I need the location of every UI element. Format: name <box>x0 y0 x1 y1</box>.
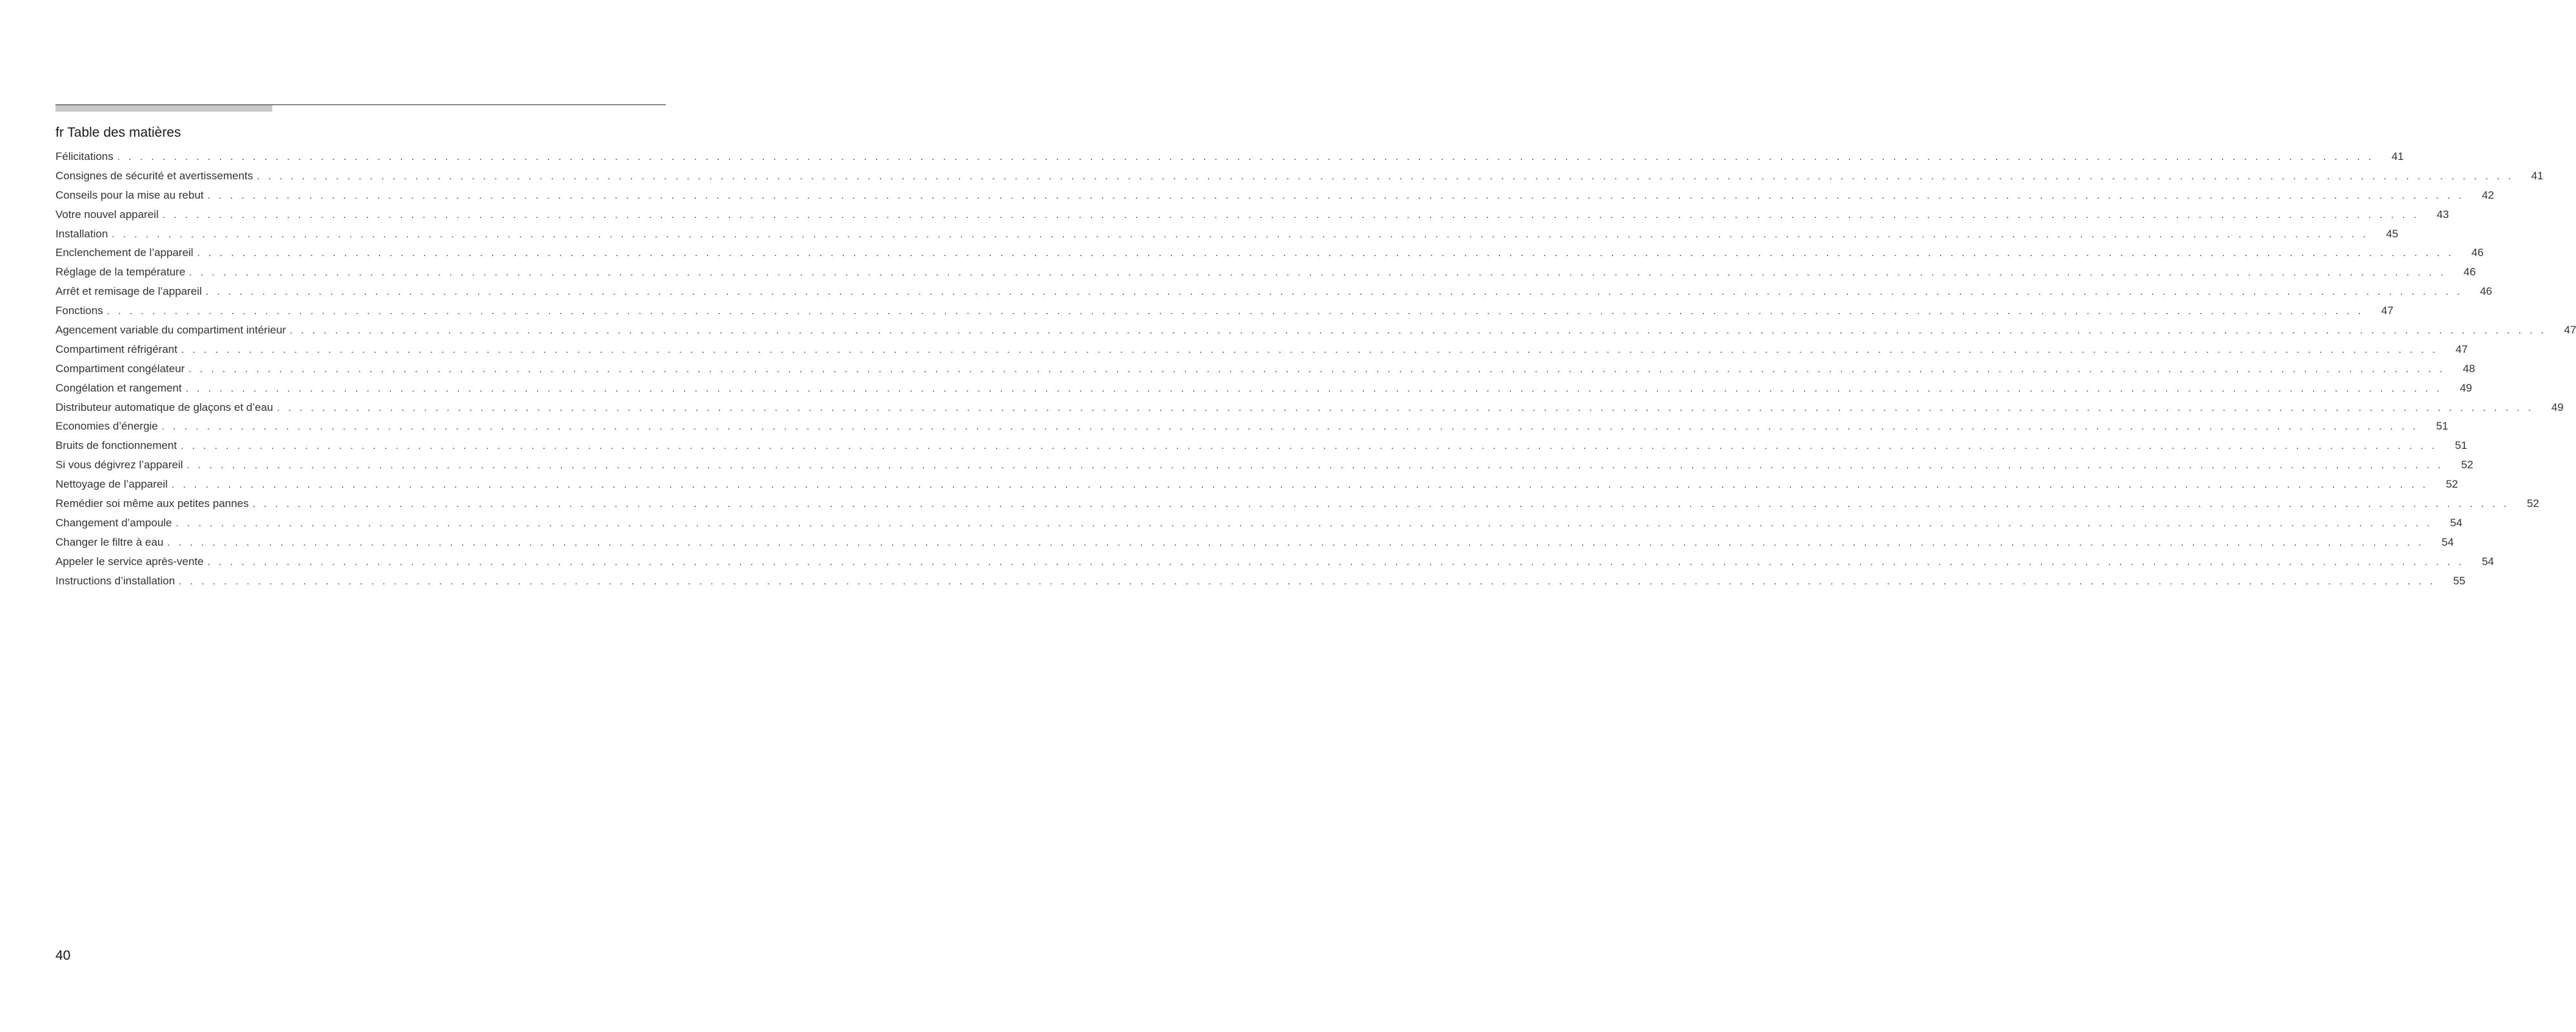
toc-entry <box>55 516 2462 536</box>
toc-entry <box>55 324 2576 343</box>
toc-entry <box>55 285 2493 304</box>
toc-entry-page: 48 <box>2462 362 2475 375</box>
toc-entry-title: Conseils pour la mise au rebut <box>55 188 204 201</box>
toc-entry-title: Si vous dégivrez l’appareil <box>55 459 183 471</box>
toc-entry-title: Remédier soi même aux petites pannes <box>55 497 249 510</box>
toc-entry-title: Appeler le service après-vente <box>55 555 204 568</box>
toc-dot-leader: . . . . . . . . . . . . . . . . . . . . . . . . . . . . . . . . . . . . . . . . . . . . . . . . . . . . . . . . . . . . . . . . . . . . . . . . . . . . . . . . . . . . . . . . . . . . . . . . . . . . . . . . . . . . . . . . . . . . . . . . . . . . . . . . . . . . . . . . . . . . . . . . . . . . . . . . . . . . . . . . . . . . . . . . . . . . . . . . . . . . . . . . . . . . . . . . . . . . . . . . <box>205 286 2463 298</box>
toc-entry <box>55 188 2494 208</box>
toc-entry-page: 46 <box>2471 246 2484 259</box>
toc-entry-title: Votre nouvel appareil <box>55 208 159 221</box>
toc-entry <box>55 459 2473 478</box>
toc-entry-page: 47 <box>2564 324 2576 337</box>
toc-entry-title: Congélation et rangement <box>55 381 182 394</box>
toc-dot-leader: . . . . . . . . . . . . . . . . . . . . . . . . . . . . . . . . . . . . . . . . . . . . . . . . . . . . . . . . . . . . . . . . . . . . . . . . . . . . . . . . . . . . . . . . . . . . . . . . . . . . . . . . . . . . . . . . . . . . . . . . . . . . . . . . . . . . . . . . . . . . . . . . . . . . . . . . . . . . . . . . . . . . . . . . . . . . . . . . . . . . . . . . . . . . . . . . . . . . . . . . <box>185 382 2442 394</box>
toc-entry-page: 49 <box>2551 401 2564 413</box>
toc-entry-page: 52 <box>2461 459 2473 471</box>
toc-entry <box>55 208 2449 228</box>
toc-dot-leader: . . . . . . . . . . . . . . . . . . . . . . . . . . . . . . . . . . . . . . . . . . . . . . . . . . . . . . . . . . . . . . . . . . . . . . . . . . . . . . . . . . . . . . . . . . . . . . . . . . . . . . . . . . . . . . . . . . . . . . . . . . . . . . . . . . . . . . . . . . . . . . . . . . . . . . . . . . . . . . . . . . . . . . . . . . . . . . . . . . . . . . . . . . . . . . . . . . . . . . . . <box>179 575 2436 587</box>
toc-entry-title: Réglage de la température <box>55 266 186 279</box>
toc-entry-page: 49 <box>2459 381 2472 394</box>
toc-dot-leader: . . . . . . . . . . . . . . . . . . . . . . . . . . . . . . . . . . . . . . . . . . . . . . . . . . . . . . . . . . . . . . . . . . . . . . . . . . . . . . . . . . . . . . . . . . . . . . . . . . . . . . . . . . . . . . . . . . . . . . . . . . . . . . . . . . . . . . . . . . . . . . . . . . . . . . . . . . . . . . . . . . . . . . . . . . . . . . . . . . . . . . . . . . . . . . . . . . . . . . . . <box>167 537 2424 548</box>
page-title: fr Table des matières <box>55 125 181 141</box>
toc-dot-leader: . . . . . . . . . . . . . . . . . . . . . . . . . . . . . . . . . . . . . . . . . . . . . . . . . . . . . . . . . . . . . . . . . . . . . . . . . . . . . . . . . . . . . . . . . . . . . . . . . . . . . . . . . . . . . . . . . . . . . . . . . . . . . . . . . . . . . . . . . . . . . . . . . . . . . . . . . . . . . . . . . . . . . . . . . . . . . . . . . . . . . . . . . . . . . . . . . . . . . . . . <box>181 344 2439 355</box>
toc-entry-title: Installation <box>55 227 108 240</box>
toc-entry-title: Changer le filtre à eau <box>55 535 164 548</box>
toc-entry <box>55 478 2459 497</box>
toc-entry-page: 46 <box>2480 285 2493 298</box>
toc-entry-title: Enclenchement de l’appareil <box>55 246 194 259</box>
toc-entry <box>55 555 2494 575</box>
toc-entry-page: 47 <box>2381 304 2393 317</box>
toc-dot-leader: . . . . . . . . . . . . . . . . . . . . . . . . . . . . . . . . . . . . . . . . . . . . . . . . . . . . . . . . . . . . . . . . . . . . . . . . . . . . . . . . . . . . . . . . . . . . . . . . . . . . . . . . . . . . . . . . . . . . . . . . . . . . . . . . . . . . . . . . . . . . . . . . . . . . . . . . . . . . . . . . . . . . . . . . . . . . . . . . . . . . . . . . . . . . . . . . . . . . . . . . <box>162 209 2419 221</box>
toc-dot-leader: . . . . . . . . . . . . . . . . . . . . . . . . . . . . . . . . . . . . . . . . . . . . . . . . . . . . . . . . . . . . . . . . . . . . . . . . . . . . . . . . . . . . . . . . . . . . . . . . . . . . . . . . . . . . . . . . . . . . . . . . . . . . . . . . . . . . . . . . . . . . . . . . . . . . . . . . . . . . . . . . . . . . . . . . . . . . . . . . . . . . . . . . . . . . . . . . . . . . . . . . <box>117 152 2374 163</box>
toc-dot-leader: . . . . . . . . . . . . . . . . . . . . . . . . . . . . . . . . . . . . . . . . . . . . . . . . . . . . . . . . . . . . . . . . . . . . . . . . . . . . . . . . . . . . . . . . . . . . . . . . . . . . . . . . . . . . . . . . . . . . . . . . . . . . . . . . . . . . . . . . . . . . . . . . . . . . . . . . . . . . . . . . . . . . . . . . . . . . . . . . . . . . . . . . . . . . . . . . . . . . . . . . <box>257 170 2514 182</box>
toc-entry-page: 54 <box>2450 516 2462 529</box>
toc-dot-leader: . . . . . . . . . . . . . . . . . . . . . . . . . . . . . . . . . . . . . . . . . . . . . . . . . . . . . . . . . . . . . . . . . . . . . . . . . . . . . . . . . . . . . . . . . . . . . . . . . . . . . . . . . . . . . . . . . . . . . . . . . . . . . . . . . . . . . . . . . . . . . . . . . . . . . . . . . . . . . . . . . . . . . . . . . . . . . . . . . . . . . . . . . . . . . . . . . . . . . . . . <box>106 306 2364 317</box>
toc-entry-page: 52 <box>2526 497 2539 510</box>
table-of-contents <box>55 150 2576 593</box>
toc-entry-title: Agencement variable du compartiment intérieur <box>55 324 286 337</box>
toc-entry-title: Economies d’énergie <box>55 420 158 433</box>
toc-entry-page: 46 <box>2463 266 2476 279</box>
toc-entry-page: 47 <box>2455 342 2468 355</box>
toc-dot-leader: . . . . . . . . . . . . . . . . . . . . . . . . . . . . . . . . . . . . . . . . . . . . . . . . . . . . . . . . . . . . . . . . . . . . . . . . . . . . . . . . . . . . . . . . . . . . . . . . . . . . . . . . . . . . . . . . . . . . . . . . . . . . . . . . . . . . . . . . . . . . . . . . . . . . . . . . . . . . . . . . . . . . . . . . . . . . . . . . . . . . . . . . . . . . . . . . . . . . . . . . <box>161 421 2419 433</box>
toc-entry <box>55 439 2468 459</box>
toc-entry <box>55 574 2466 594</box>
toc-entry-title: Distributeur automatique de glaçons et d’eau <box>55 401 274 413</box>
toc-entry-page: 51 <box>2436 420 2448 433</box>
toc-entry-title: Nettoyage de l’appareil <box>55 478 168 491</box>
toc-entry <box>55 497 2539 517</box>
toc-dot-leader: . . . . . . . . . . . . . . . . . . . . . . . . . . . . . . . . . . . . . . . . . . . . . . . . . . . . . . . . . . . . . . . . . . . . . . . . . . . . . . . . . . . . . . . . . . . . . . . . . . . . . . . . . . . . . . . . . . . . . . . . . . . . . . . . . . . . . . . . . . . . . . . . . . . . . . . . . . . . . . . . . . . . . . . . . . . . . . . . . . . . . . . . . . . . . . . . . . . . . . . . <box>197 248 2454 259</box>
toc-entry <box>55 266 2476 285</box>
toc-entry <box>55 227 2399 247</box>
toc-dot-leader: . . . . . . . . . . . . . . . . . . . . . . . . . . . . . . . . . . . . . . . . . . . . . . . . . . . . . . . . . . . . . . . . . . . . . . . . . . . . . . . . . . . . . . . . . . . . . . . . . . . . . . . . . . . . . . . . . . . . . . . . . . . . . . . . . . . . . . . . . . . . . . . . . . . . . . . . . . . . . . . . . . . . . . . . . . . . . . . . . . . . . . . . . . . . . . . . . . . . . . . . <box>175 517 2433 529</box>
toc-dot-leader: . . . . . . . . . . . . . . . . . . . . . . . . . . . . . . . . . . . . . . . . . . . . . . . . . . . . . . . . . . . . . . . . . . . . . . . . . . . . . . . . . . . . . . . . . . . . . . . . . . . . . . . . . . . . . . . . . . . . . . . . . . . . . . . . . . . . . . . . . . . . . . . . . . . . . . . . . . . . . . . . . . . . . . . . . . . . . . . . . . . . . . . . . . . . . . . . . . . . . . . . <box>189 267 2446 279</box>
toc-dot-leader: . . . . . . . . . . . . . . . . . . . . . . . . . . . . . . . . . . . . . . . . . . . . . . . . . . . . . . . . . . . . . . . . . . . . . . . . . . . . . . . . . . . . . . . . . . . . . . . . . . . . . . . . . . . . . . . . . . . . . . . . . . . . . . . . . . . . . . . . . . . . . . . . . . . . . . . . . . . . . . . . . . . . . . . . . . . . . . . . . . . . . . . . . . . . . . . . . . . . . . . . <box>207 190 2464 201</box>
toc-entry-title: Fonctions <box>55 304 103 317</box>
toc-entry <box>55 246 2484 266</box>
toc-dot-leader: . . . . . . . . . . . . . . . . . . . . . . . . . . . . . . . . . . . . . . . . . . . . . . . . . . . . . . . . . . . . . . . . . . . . . . . . . . . . . . . . . . . . . . . . . . . . . . . . . . . . . . . . . . . . . . . . . . . . . . . . . . . . . . . . . . . . . . . . . . . . . . . . . . . . . . . . . . . . . . . . . . . . . . . . . . . . . . . . . . . . . . . . . . . . . . . . . . . . . . . . <box>207 556 2464 568</box>
toc-dot-leader: . . . . . . . . . . . . . . . . . . . . . . . . . . . . . . . . . . . . . . . . . . . . . . . . . . . . . . . . . . . . . . . . . . . . . . . . . . . . . . . . . . . . . . . . . . . . . . . . . . . . . . . . . . . . . . . . . . . . . . . . . . . . . . . . . . . . . . . . . . . . . . . . . . . . . . . . . . . . . . . . . . . . . . . . . . . . . . . . . . . . . . . . . . . . . . . . . . . . . . . . <box>277 402 2534 413</box>
toc-entry <box>55 362 2475 382</box>
page-number: 40 <box>55 948 71 963</box>
toc-entry-title: Bruits de fonctionnement <box>55 439 177 452</box>
toc-entry <box>55 342 2468 362</box>
toc-dot-leader: . . . . . . . . . . . . . . . . . . . . . . . . . . . . . . . . . . . . . . . . . . . . . . . . . . . . . . . . . . . . . . . . . . . . . . . . . . . . . . . . . . . . . . . . . . . . . . . . . . . . . . . . . . . . . . . . . . . . . . . . . . . . . . . . . . . . . . . . . . . . . . . . . . . . . . . . . . . . . . . . . . . . . . . . . . . . . . . . . . . . . . . . . . . . . . . . . . . . . . . . <box>112 228 2369 240</box>
toc-entry-title: Félicitations <box>55 150 114 163</box>
toc-dot-leader: . . . . . . . . . . . . . . . . . . . . . . . . . . . . . . . . . . . . . . . . . . . . . . . . . . . . . . . . . . . . . . . . . . . . . . . . . . . . . . . . . . . . . . . . . . . . . . . . . . . . . . . . . . . . . . . . . . . . . . . . . . . . . . . . . . . . . . . . . . . . . . . . . . . . . . . . . . . . . . . . . . . . . . . . . . . . . . . . . . . . . . . . . . . . . . . . . . . . . . . . <box>181 441 2438 452</box>
toc-entry-title: Compartiment réfrigérant <box>55 342 177 355</box>
toc-entry-page: 41 <box>2531 169 2544 182</box>
toc-entry-page: 52 <box>2446 478 2459 491</box>
header-accent-bar <box>55 105 272 112</box>
toc-entry-page: 43 <box>2437 208 2449 221</box>
toc-entry-page: 55 <box>2453 574 2466 587</box>
toc-dot-leader: . . . . . . . . . . . . . . . . . . . . . . . . . . . . . . . . . . . . . . . . . . . . . . . . . . . . . . . . . . . . . . . . . . . . . . . . . . . . . . . . . . . . . . . . . . . . . . . . . . . . . . . . . . . . . . . . . . . . . . . . . . . . . . . . . . . . . . . . . . . . . . . . . . . . . . . . . . . . . . . . . . . . . . . . . . . . . . . . . . . . . . . . . . . . . . . . . . . . . . . . <box>252 499 2510 510</box>
toc-entry-page: 51 <box>2455 439 2468 452</box>
toc-entry-page: 54 <box>2481 555 2494 568</box>
toc-entry <box>55 169 2544 189</box>
toc-entry <box>55 401 2564 421</box>
toc-dot-leader: . . . . . . . . . . . . . . . . . . . . . . . . . . . . . . . . . . . . . . . . . . . . . . . . . . . . . . . . . . . . . . . . . . . . . . . . . . . . . . . . . . . . . . . . . . . . . . . . . . . . . . . . . . . . . . . . . . . . . . . . . . . . . . . . . . . . . . . . . . . . . . . . . . . . . . . . . . . . . . . . . . . . . . . . . . . . . . . . . . . . . . . . . . . . . . . . . . . . . . . . <box>171 479 2429 491</box>
toc-dot-leader: . . . . . . . . . . . . . . . . . . . . . . . . . . . . . . . . . . . . . . . . . . . . . . . . . . . . . . . . . . . . . . . . . . . . . . . . . . . . . . . . . . . . . . . . . . . . . . . . . . . . . . . . . . . . . . . . . . . . . . . . . . . . . . . . . . . . . . . . . . . . . . . . . . . . . . . . . . . . . . . . . . . . . . . . . . . . . . . . . . . . . . . . . . . . . . . . . . . . . . . . <box>186 460 2444 471</box>
toc-entry <box>55 150 2404 170</box>
toc-entry <box>55 535 2454 555</box>
toc-entry-page: 41 <box>2391 150 2404 163</box>
toc-dot-leader: . . . . . . . . . . . . . . . . . . . . . . . . . . . . . . . . . . . . . . . . . . . . . . . . . . . . . . . . . . . . . . . . . . . . . . . . . . . . . . . . . . . . . . . . . . . . . . . . . . . . . . . . . . . . . . . . . . . . . . . . . . . . . . . . . . . . . . . . . . . . . . . . . . . . . . . . . . . . . . . . . . . . . . . . . . . . . . . . . . . . . . . . . . . . . . . . . . . . . . . . <box>188 363 2446 375</box>
toc-dot-leader: . . . . . . . . . . . . . . . . . . . . . . . . . . . . . . . . . . . . . . . . . . . . . . . . . . . . . . . . . . . . . . . . . . . . . . . . . . . . . . . . . . . . . . . . . . . . . . . . . . . . . . . . . . . . . . . . . . . . . . . . . . . . . . . . . . . . . . . . . . . . . . . . . . . . . . . . . . . . . . . . . . . . . . . . . . . . . . . . . . . . . . . . . . . . . . . . . . . . . . . . <box>290 325 2547 337</box>
toc-entry-title: Changement d’ampoule <box>55 516 172 529</box>
toc-entry-title: Consignes de sécurité et avertissements <box>55 169 254 182</box>
toc-entry-page: 42 <box>2481 188 2494 201</box>
toc-entry-page: 54 <box>2441 535 2454 548</box>
toc-entry <box>55 420 2448 439</box>
toc-entry-page: 45 <box>2386 227 2399 240</box>
toc-entry-title: Arrêt et remisage de l’appareil <box>55 285 202 298</box>
toc-entry <box>55 304 2393 324</box>
toc-entry-title: Instructions d’installation <box>55 574 175 587</box>
toc-entry <box>55 381 2472 401</box>
toc-entry-title: Compartiment congélateur <box>55 362 185 375</box>
